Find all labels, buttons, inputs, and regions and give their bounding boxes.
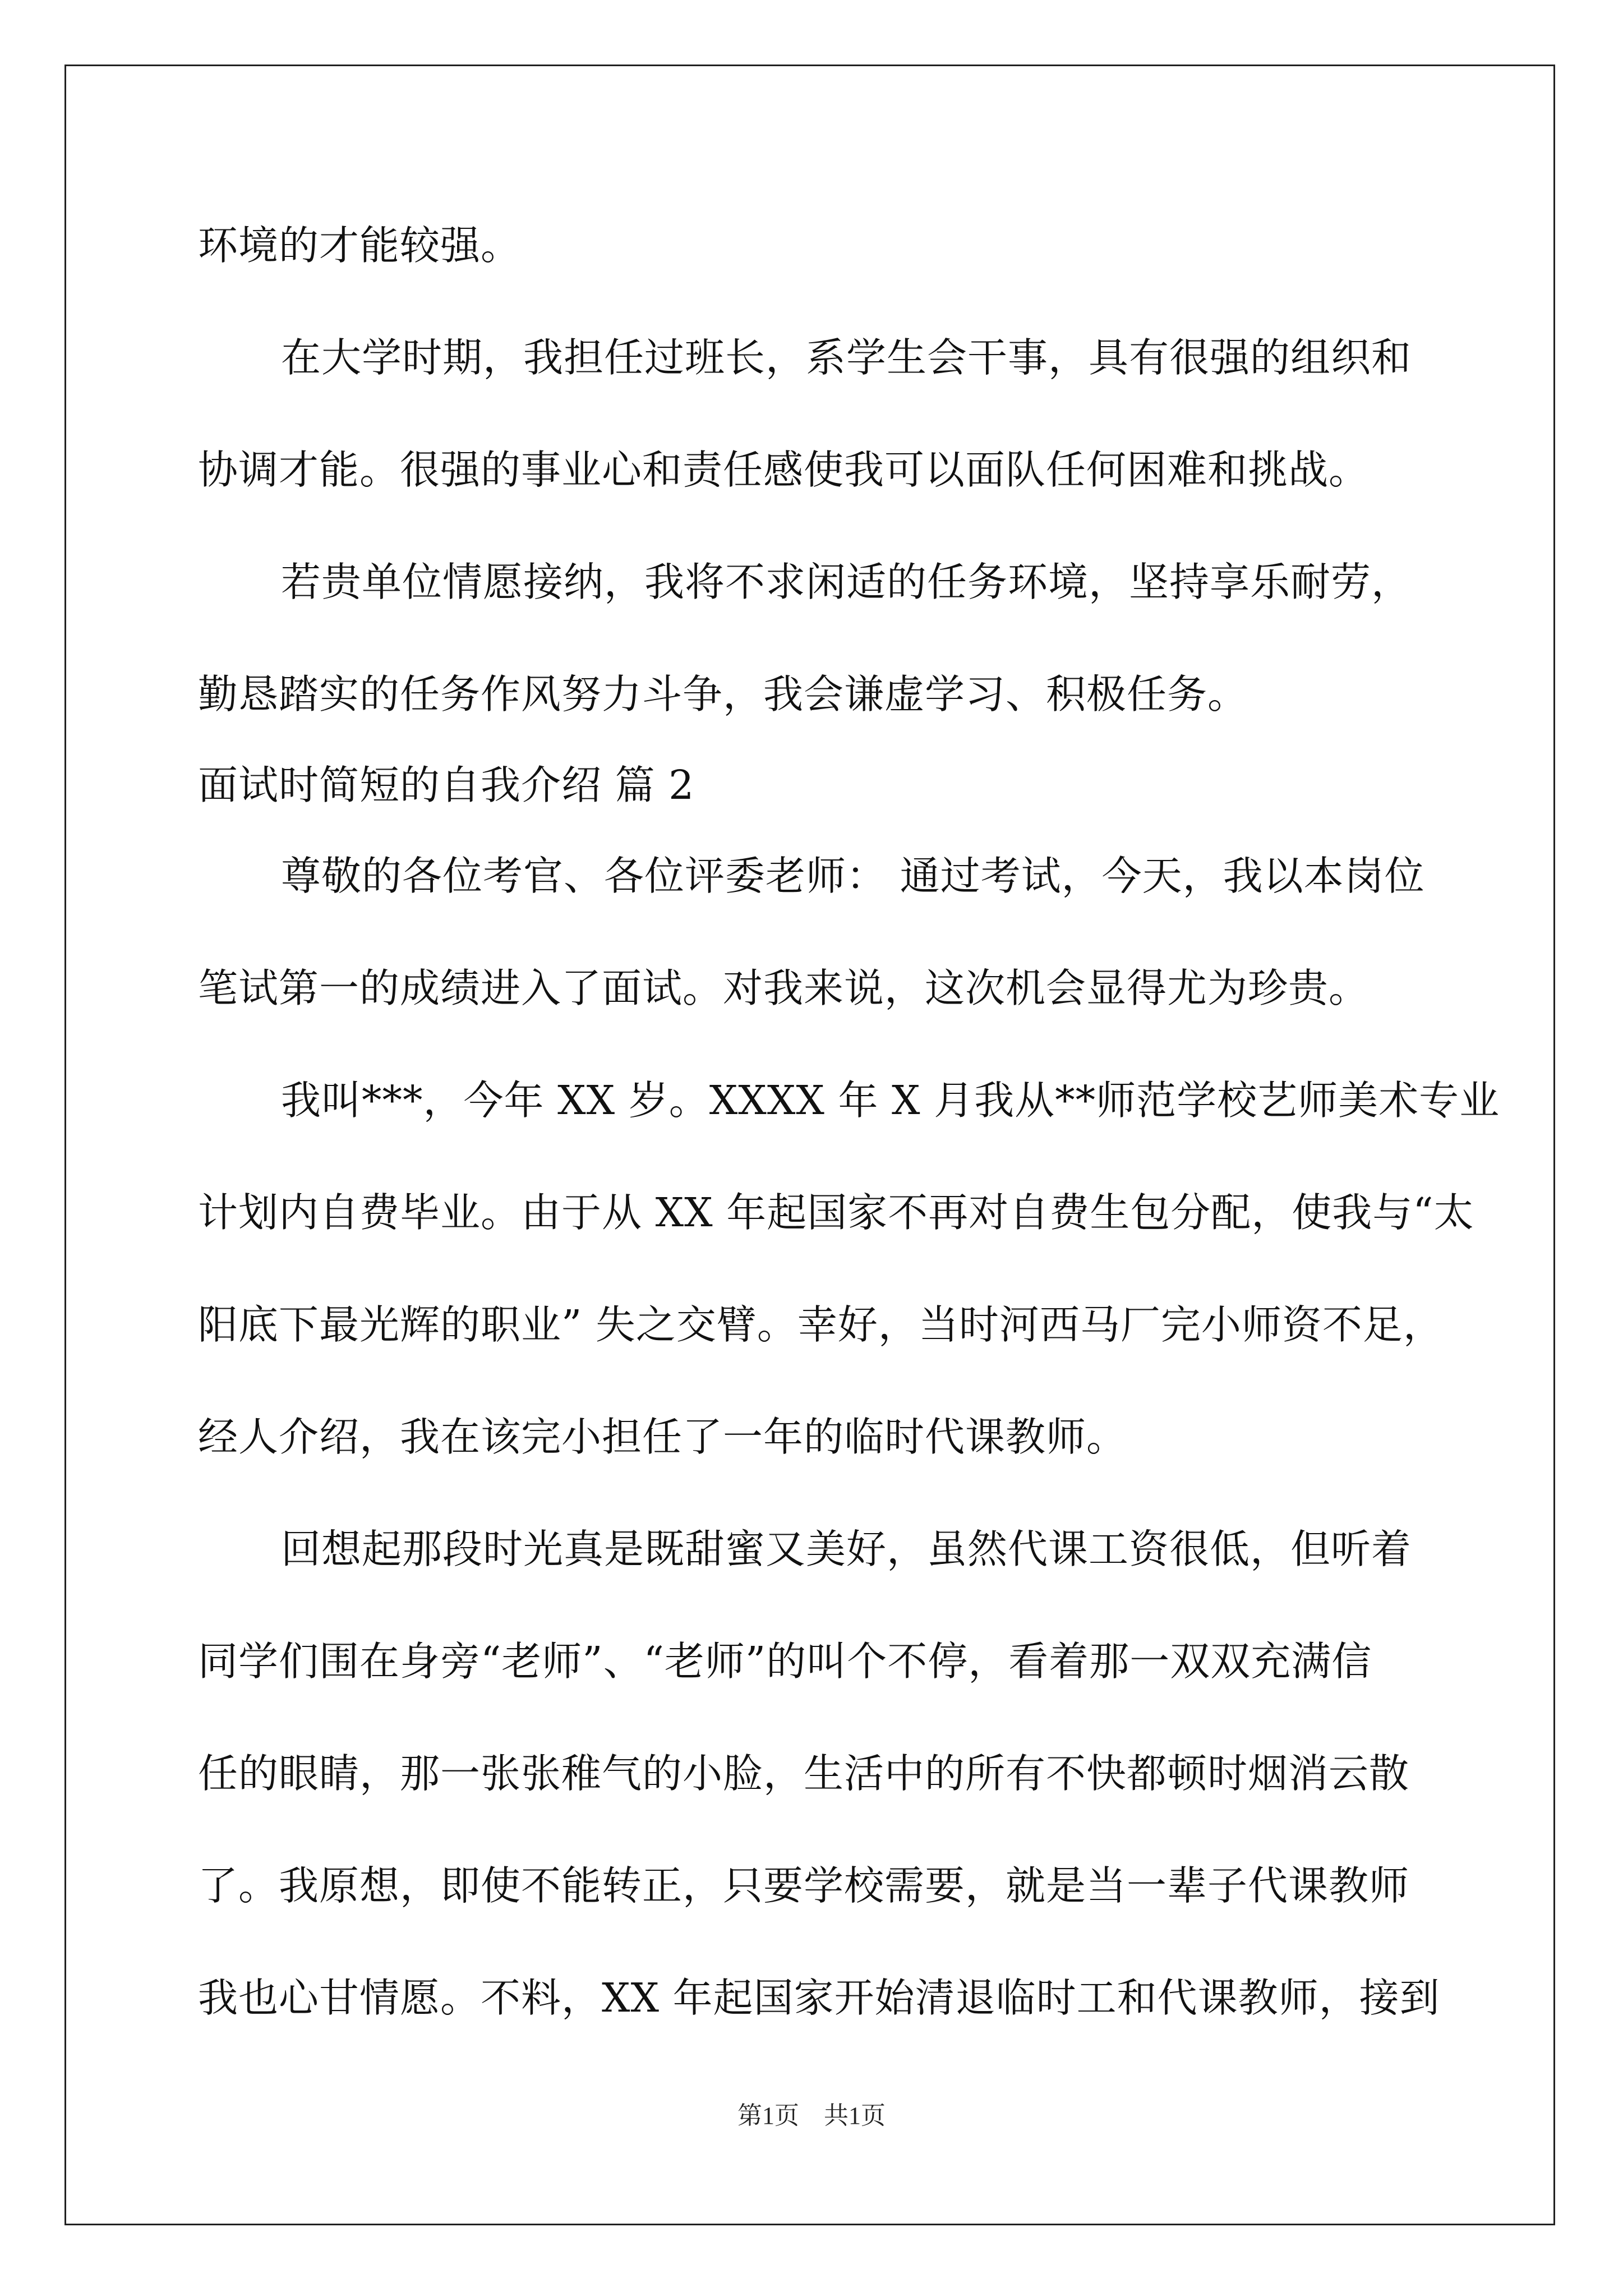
paragraph-line: 经人介绍，我在该完小担任了一年的临时代课教师。	[198, 1414, 1127, 1460]
paragraph-line: 我叫***，今年 XX 岁。XXXX 年 X 月我从**师范学校艺师美术专业	[281, 1077, 1500, 1124]
paragraph-line: 任的眼睛，那一张张稚气的小脸，生活中的所有不快都顿时烟消云散	[198, 1750, 1410, 1797]
paragraph-line: 我也心甘情愿。不料，XX 年起国家开始清退临时工和代课教师，接到	[198, 1975, 1440, 2021]
paragraph-line: 了。我原想，即使不能转正，只要学校需要，就是当一辈子代课教师	[198, 1862, 1410, 1909]
paragraph-line: 同学们围在身旁“老师”、“老师”的叫个不停，看着那一双双充满信	[198, 1638, 1372, 1685]
paragraph-line: 协调才能。很强的事业心和责任感使我可以面队任何困难和挑战。	[198, 447, 1370, 493]
paragraph-line: 笔试第一的成绩进入了面试。对我来说，这次机会显得尤为珍贵。	[198, 965, 1370, 1011]
document-body	[198, 216, 1500, 2081]
paragraph-line: 若贵单位情愿接纳，我将不求闲适的任务环境，坚持享乐耐劳，	[281, 559, 1412, 605]
paragraph-line: 回想起那段时光真是既甜蜜又美好，虽然代课工资很低，但听着	[281, 1526, 1412, 1572]
paragraph-line: 尊敬的各位考官、各位评委老师： 通过考试，今天，我以本岗位	[281, 853, 1425, 899]
paragraph-line: 在大学时期，我担任过班长，系学生会干事，具有很强的组织和	[281, 334, 1412, 381]
paragraph-line: 勤恳踏实的任务作风努力斗争，我会谦虚学习、积极任务。	[198, 671, 1248, 717]
paragraph-line: 阳底下最光辉的职业” 失之交臂。幸好，当时河西马厂完小师资不足，	[198, 1301, 1444, 1348]
page-number-footer: 第1页 共1页	[737, 2102, 886, 2129]
paragraph-line: 计划内自费毕业。由于从 XX 年起国家不再对自费生包分配，使我与“太	[198, 1189, 1474, 1236]
paragraph-line: 环境的才能较强。	[198, 222, 522, 269]
section-heading: 面试时简短的自我介绍 篇 2	[198, 762, 695, 808]
